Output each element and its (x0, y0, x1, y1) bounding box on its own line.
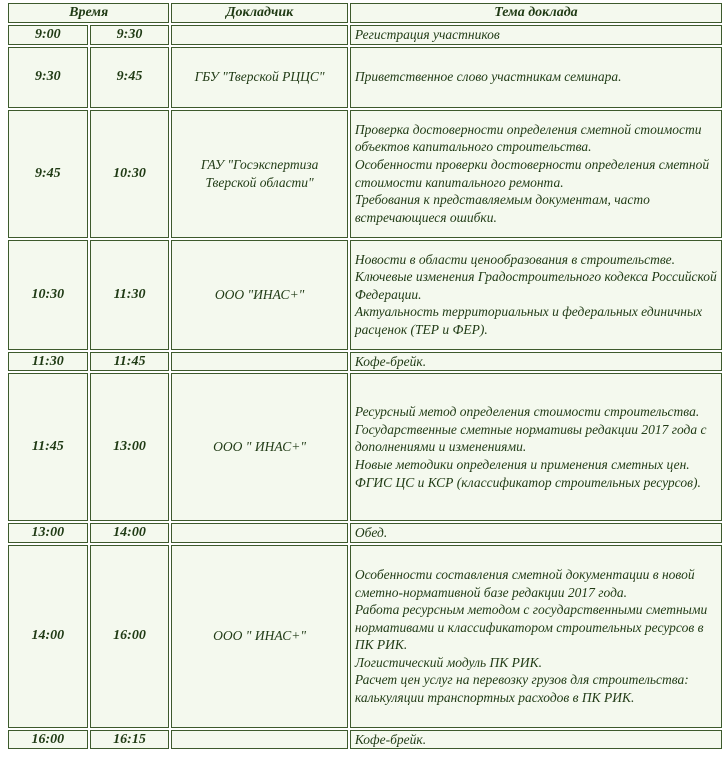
end-time-cell: 14:00 (90, 523, 170, 543)
end-time-cell: 9:30 (90, 25, 170, 45)
topic-item: Особенности проверки достоверности определения сметной стоимости капитального ремонта. (354, 157, 710, 190)
topic-item: Работа ресурсным методом с государственными сметными нормативами и классификатором строительных ресурсов в ПК РИК. (354, 602, 708, 653)
schedule-table-wrapper (6, 1, 724, 751)
table-row (8, 523, 722, 543)
end-time-cell: 9:45 (90, 47, 170, 108)
schedule-body (8, 25, 722, 749)
topic-cell (350, 240, 722, 350)
speaker-cell: ГАУ "Госэкспертиза Тверской области" (171, 110, 347, 238)
table-row (8, 110, 722, 238)
start-time-cell: 9:45 (8, 110, 88, 238)
topic-item: Новые методики определения и применения сметных цен. (354, 456, 690, 472)
start-time-cell: 9:30 (8, 47, 88, 108)
topic-item: Ключевые изменения Градостроительного кодекса Российской Федерации. (354, 269, 717, 302)
topic-item: Новости в области ценообразования в строительстве. (354, 251, 676, 267)
header-topic: Тема доклада (350, 3, 722, 23)
topic-item: Ресурсный метод определения стоимости строительства. (354, 404, 700, 420)
table-row (8, 373, 722, 521)
topic-item: Приветственное слово участникам семинара. (354, 69, 622, 85)
end-time-cell: 13:00 (90, 373, 170, 521)
end-time-cell: 16:00 (90, 545, 170, 728)
topic-item: Обед. (354, 525, 388, 541)
table-row (8, 47, 722, 108)
topic-item: Кофе-брейк. (354, 731, 427, 747)
topic-item: Проверка достоверности определения сметной стоимости объектов капитального строительства. (354, 121, 702, 155)
topic-item: Логистический модуль ПК РИК. (354, 654, 542, 670)
speaker-cell (171, 730, 347, 750)
topic-item: Требования к представляемым документам, часто встречающиеся ошибки. (354, 192, 650, 225)
topic-cell (350, 25, 722, 45)
schedule-table (6, 1, 724, 751)
topic-item: Регистрация участников (354, 27, 500, 42)
end-time-cell: 11:30 (90, 240, 170, 350)
end-time-cell: 11:45 (90, 352, 170, 372)
topic-cell (350, 47, 722, 108)
speaker-cell (171, 523, 347, 543)
speaker-cell: ООО " ИНАС+" (171, 545, 347, 728)
topic-item: Особенности составления сметной документации в новой сметно-нормативной базе редакции 2017 года. (354, 566, 695, 600)
topic-cell (350, 352, 722, 372)
header-speaker: Докладчик (171, 3, 347, 23)
speaker-cell: ООО " ИНАС+" (171, 373, 347, 521)
end-time-cell: 10:30 (90, 110, 170, 238)
start-time-cell: 9:00 (8, 25, 88, 45)
end-time-cell: 16:15 (90, 730, 170, 750)
topic-cell (350, 110, 722, 238)
start-time-cell: 16:00 (8, 730, 88, 750)
topic-item: Кофе-брейк. (354, 353, 427, 369)
topic-cell (350, 545, 722, 728)
start-time-cell: 11:45 (8, 373, 88, 521)
table-row (8, 25, 722, 45)
header-row (8, 3, 722, 23)
header-time: Время (8, 3, 169, 23)
topic-cell (350, 373, 722, 521)
topic-cell (350, 523, 722, 543)
speaker-cell: ООО "ИНАС+" (171, 240, 347, 350)
table-row (8, 240, 722, 350)
table-row (8, 730, 722, 750)
speaker-cell: ГБУ "Тверской РЦЦС" (171, 47, 347, 108)
start-time-cell: 11:30 (8, 352, 88, 372)
topic-item: ФГИС ЦС и КСР (классификатор строительных ресурсов). (354, 474, 701, 490)
topic-item: Актуальность территориальных и федеральных единичных расценок (ТЕР и ФЕР). (354, 304, 703, 337)
speaker-cell (171, 352, 347, 372)
topic-cell (350, 730, 722, 750)
table-row (8, 545, 722, 728)
speaker-cell (171, 25, 347, 45)
topic-item: Государственные сметные нормативы редакции 2017 года с дополнениями и изменениями. (354, 421, 707, 455)
table-row (8, 352, 722, 372)
start-time-cell: 10:30 (8, 240, 88, 350)
topic-item: Расчет цен услуг на перевозку грузов для строительства: калькуляции транспортных расходов в ПК РИК. (354, 672, 689, 706)
start-time-cell: 13:00 (8, 523, 88, 543)
start-time-cell: 14:00 (8, 545, 88, 728)
